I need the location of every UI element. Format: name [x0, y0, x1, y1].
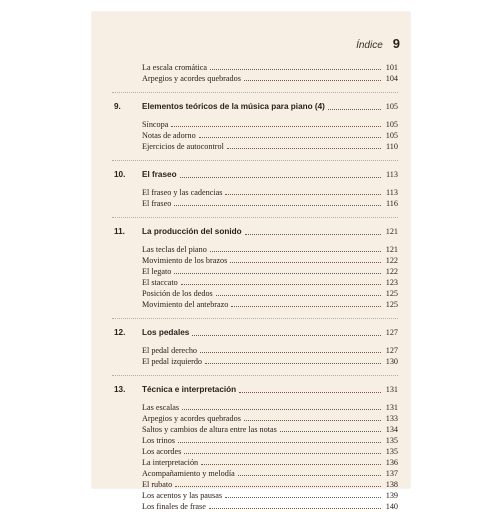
chapter-heading	[112, 226, 398, 238]
entry-page: 105	[385, 120, 398, 129]
entry-title: La escala cromática	[142, 63, 208, 72]
toc-entry	[112, 479, 398, 490]
entry-title: Movimiento del antebrazo	[142, 300, 229, 309]
toc-entry	[112, 435, 398, 446]
toc-entry	[112, 198, 398, 209]
dot-leader	[280, 431, 381, 432]
toc-entry	[112, 288, 398, 299]
chapter-title: El fraseo	[142, 170, 177, 179]
page-header	[356, 36, 400, 51]
entry-title: Los acentos y las pausas	[142, 491, 223, 500]
entry-title: El rubato	[142, 480, 173, 489]
toc-entry	[112, 255, 398, 266]
dot-leader	[200, 352, 381, 353]
entry-page: 135	[385, 436, 398, 445]
dot-leader	[201, 464, 381, 465]
chapter-heading	[112, 384, 398, 396]
entry-page: 134	[385, 425, 398, 434]
dot-leader	[238, 475, 381, 476]
entry-page: 101	[385, 63, 398, 72]
entry-title: Las teclas del piano	[142, 245, 207, 254]
dot-leader	[225, 497, 381, 498]
entry-title: Acompañamiento y melodía	[142, 469, 235, 478]
entry-page: 127	[385, 346, 398, 355]
book-page	[92, 12, 410, 511]
entry-title: El pedal derecho	[142, 346, 198, 355]
dot-leader	[328, 109, 381, 110]
entry-page: 136	[385, 458, 398, 467]
dot-leader	[199, 137, 381, 138]
dot-leader	[192, 335, 381, 336]
entry-page: 122	[385, 267, 398, 276]
chapter-11	[112, 226, 398, 310]
chapter-number: 13.	[114, 385, 126, 394]
dot-leader	[174, 205, 381, 206]
toc-entry	[112, 244, 398, 255]
entry-page: 137	[385, 469, 398, 478]
chapter-number: 12.	[114, 328, 126, 337]
entry-page: 116	[386, 199, 398, 208]
entry-title: Síncopa	[142, 120, 169, 129]
chapter-13	[112, 384, 398, 512]
entry-page: 131	[385, 403, 398, 412]
entry-page: 133	[385, 414, 398, 423]
chapter-number: 11.	[114, 227, 125, 236]
dot-leader	[239, 392, 381, 393]
dot-leader	[210, 251, 381, 252]
toc-entry	[112, 141, 398, 152]
section-divider	[112, 318, 398, 319]
chapter-10	[112, 169, 398, 209]
dot-leader	[178, 442, 381, 443]
dot-leader	[231, 306, 381, 307]
entry-title: El staccato	[142, 278, 178, 287]
chapter-title: La producción del sonido	[142, 227, 242, 236]
section-divider	[112, 160, 398, 161]
entry-page: 105	[385, 131, 398, 140]
page-number: 9	[392, 36, 400, 51]
dot-leader	[209, 508, 381, 509]
dot-leader	[171, 126, 381, 127]
dot-leader	[205, 363, 381, 364]
chapter-page: 121	[385, 227, 398, 236]
dot-leader	[182, 409, 381, 410]
entry-title: Los acordes	[142, 447, 182, 456]
dot-leader	[210, 69, 381, 70]
chapter-9	[112, 101, 398, 152]
table-of-contents	[112, 62, 398, 512]
toc-entry	[112, 446, 398, 457]
dot-leader	[180, 177, 381, 178]
chapter-title: Elementos teóricos de la música para piano (4)	[142, 102, 325, 111]
entry-page: 125	[385, 300, 398, 309]
chapter-heading	[112, 327, 398, 339]
entry-title: La interpretación	[142, 458, 199, 467]
index-heading: Índice	[356, 40, 383, 51]
toc-entry	[112, 299, 398, 310]
entry-page: 122	[385, 256, 398, 265]
entry-page: 113	[386, 188, 398, 197]
chapter-title: Los pedales	[142, 328, 190, 337]
entry-title: Las escalas	[142, 403, 180, 412]
entry-title: Saltos y cambios de altura entre las notas	[142, 425, 277, 434]
entry-title: Posición de los dedos	[142, 289, 213, 298]
entry-title: Arpegios y acordes quebrados	[142, 414, 241, 423]
toc-entry	[112, 468, 398, 479]
dot-leader	[230, 262, 381, 263]
dot-leader	[244, 80, 381, 81]
toc-entry	[112, 345, 398, 356]
toc-entry	[112, 130, 398, 141]
chapter-page: 113	[386, 170, 398, 179]
entry-page: 123	[385, 278, 398, 287]
dot-leader	[227, 148, 381, 149]
chapter-page: 127	[385, 328, 398, 337]
dot-leader	[181, 284, 381, 285]
toc-entry	[112, 501, 398, 512]
chapter-number: 9.	[114, 102, 121, 111]
entry-title: El fraseo	[142, 199, 172, 208]
toc-entry	[112, 424, 398, 435]
chapter-page: 131	[385, 385, 398, 394]
chapter-title: Técnica e interpretación	[142, 385, 237, 394]
chapter-heading	[112, 101, 398, 113]
entry-title: Los finales de frase	[142, 502, 206, 511]
dot-leader	[175, 486, 381, 487]
entry-page: 110	[386, 142, 398, 151]
entry-title: Movimiento de los brazos	[142, 256, 228, 265]
entry-title: El pedal izquierdo	[142, 357, 203, 366]
toc-entry	[112, 490, 398, 501]
entry-page: 121	[385, 245, 398, 254]
entry-title: Los trinos	[142, 436, 175, 445]
entry-page: 139	[385, 491, 398, 500]
section-divider	[112, 92, 398, 93]
toc-entry	[112, 457, 398, 468]
chapter-page: 105	[385, 102, 398, 111]
toc-entry	[112, 356, 398, 367]
chapter-12	[112, 327, 398, 367]
section-divider	[112, 217, 398, 218]
dot-leader	[225, 194, 381, 195]
dot-leader	[245, 234, 381, 235]
entry-title: El fraseo y las cadencias	[142, 188, 223, 197]
entry-title: Arpegios y acordes quebrados	[142, 74, 241, 83]
entry-title: Notas de adorno	[142, 131, 196, 140]
leading-entries	[112, 62, 398, 84]
entry-page: 135	[385, 447, 398, 456]
dot-leader	[244, 420, 381, 421]
toc-entry	[112, 187, 398, 198]
chapter-heading	[112, 169, 398, 181]
chapter-number: 10.	[114, 170, 126, 179]
section-divider	[112, 375, 398, 376]
toc-entry	[112, 277, 398, 288]
entry-page: 138	[385, 480, 398, 489]
toc-entry	[112, 266, 398, 277]
toc-entry	[112, 119, 398, 130]
toc-entry	[112, 402, 398, 413]
entry-title: El legato	[142, 267, 172, 276]
entry-page: 130	[385, 357, 398, 366]
toc-entry	[112, 62, 398, 73]
entry-page: 140	[385, 502, 398, 511]
toc-entry	[112, 413, 398, 424]
dot-leader	[216, 295, 381, 296]
toc-entry	[112, 73, 398, 84]
entry-page: 104	[385, 74, 398, 83]
entry-title: Ejercicios de autocontrol	[142, 142, 224, 151]
entry-page: 125	[385, 289, 398, 298]
dot-leader	[184, 453, 381, 454]
dot-leader	[174, 273, 381, 274]
